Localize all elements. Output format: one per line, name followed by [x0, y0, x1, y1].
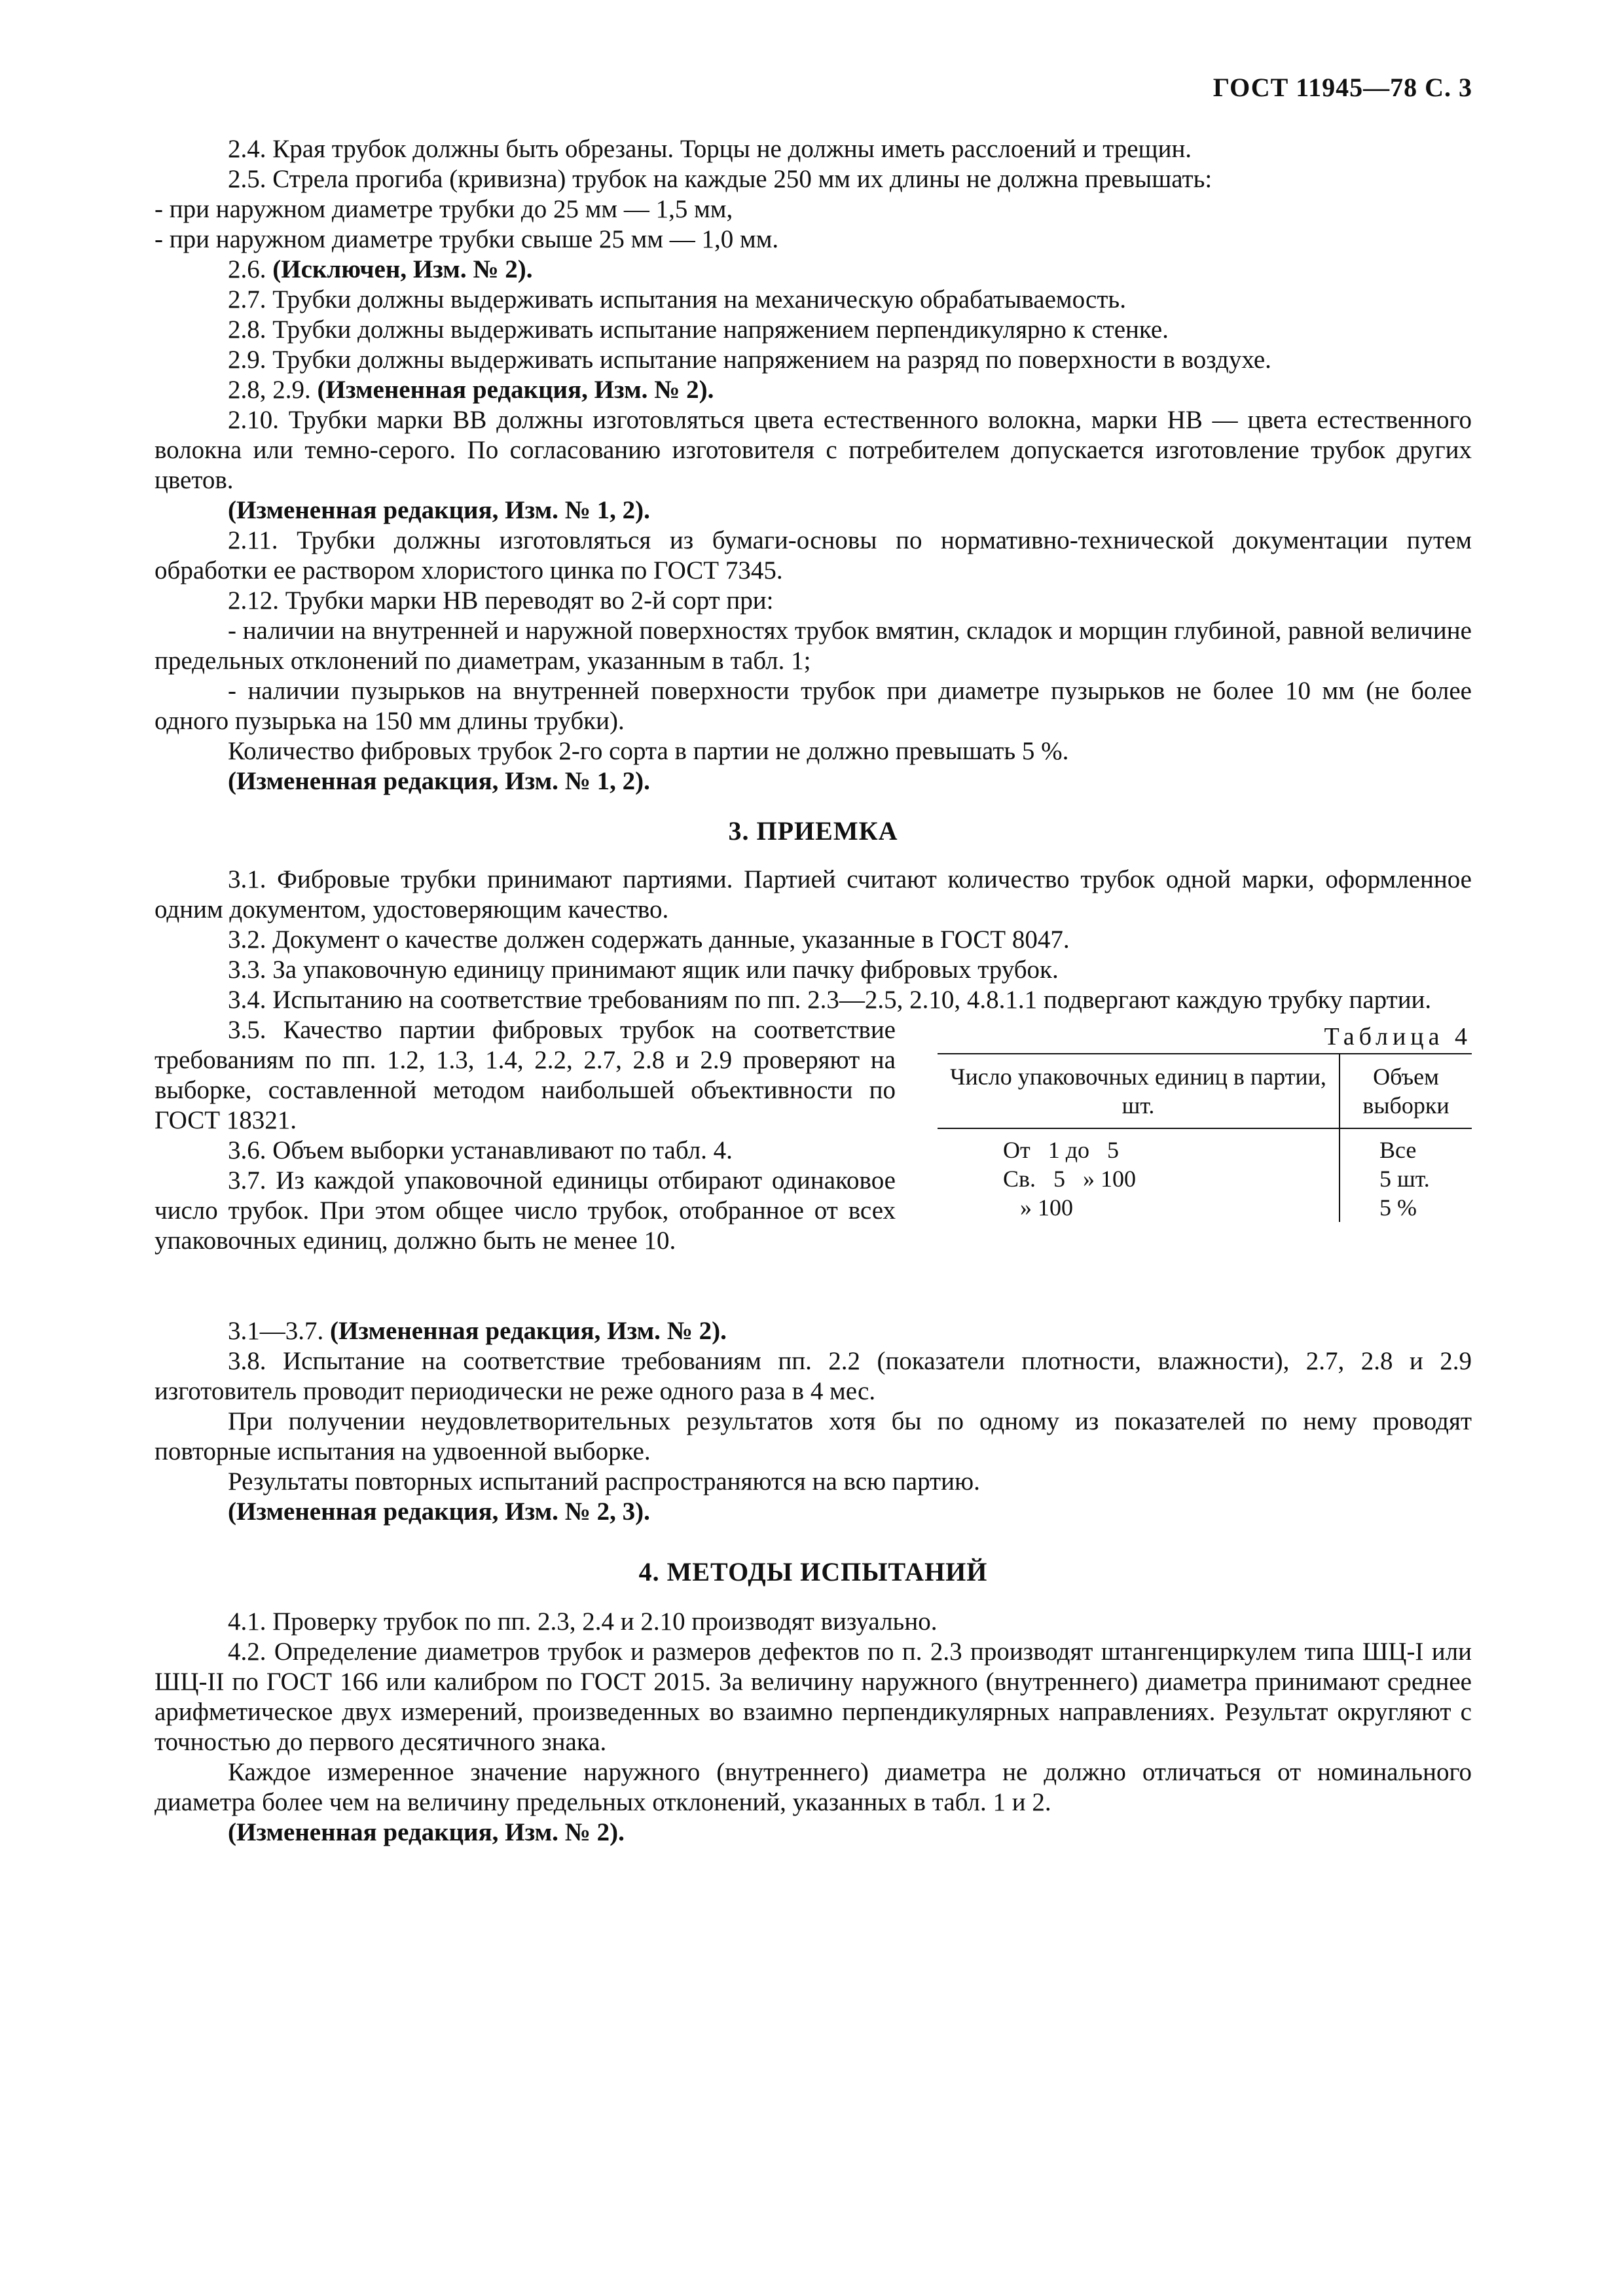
table-caption: Таблица 4 [1324, 1023, 1472, 1050]
para-3-3: 3.3. За упаковочную единицу принимают ящик или пачку фибровых трубок. [228, 956, 1059, 984]
amendment-note: (Измененная редакция, Изм. № 2). [317, 376, 714, 404]
section-2-continued [155, 134, 1472, 1848]
para-2-6: 2.6. (Исключен, Изм. № 2). [228, 255, 533, 283]
amendment-note: (Измененная редакция, Изм. № 2, 3). [228, 1498, 650, 1526]
para-2-12-limit: Количество фибровых трубок 2-го сорта в партии не должно превышать 5 %. [228, 737, 1069, 765]
para-2-8: 2.8. Трубки должны выдерживать испытание напряжением перпендикулярно к стенке. [228, 315, 1169, 344]
para-2-5-item-a: - при наружном диаметре трубки до 25 мм — 1,5 мм, [155, 195, 733, 223]
page-header: ГОСТ 11945—78 С. 3 [1213, 73, 1472, 102]
table-header-row [938, 1054, 1472, 1128]
para-2-11: 2.11. Трубки должны изготовляться из бумаги-основы по нормативно-технической документации путем обработки ее раствором хлористого цинка по ГОСТ 7345. [155, 526, 1472, 584]
para-2-12-item-b: - наличии пузырьков на внутренней поверхности трубок при диаметре пузырьков не более 10 мм (не более одного пузырька на 150 мм длины трубки). [155, 677, 1472, 735]
amendment-note: (Измененная редакция, Изм. № 2). [228, 1818, 625, 1846]
para-4-2: 4.2. Определение диаметров трубок и размеров дефектов по п. 2.3 производят штангенциркулем типа ШЦ-I или ШЦ-II по ГОСТ 166 или калибром по ГОСТ 2015. За величину наружного (внутреннего) диаметра принимают среднее арифметическое двух измерений, произведенных во взаимно перпендикулярных направлениях. Результат округляют с точностью до первого десятичного знака. [155, 1638, 1472, 1756]
table-4-block [938, 1015, 1472, 1222]
table-cell: Св. 5 » 100 [938, 1164, 1340, 1193]
para-2-8-2-9-note: 2.8, 2.9. (Измененная редакция, Изм. № 2). [228, 376, 714, 404]
para-2-5-item-b: - при наружном диаметре трубки свыше 25 мм — 1,0 мм. [155, 225, 779, 253]
amendment-note: (Измененная редакция, Изм. № 1, 2). [228, 496, 650, 524]
left-column [155, 1015, 896, 1256]
para-3-8: 3.8. Испытание на соответствие требованиям пп. 2.2 (показатели плотности, влажности), 2.7, 2.8 и 2.9 изготовитель проводит периодически не реже одного раза в 4 мес. [155, 1347, 1472, 1405]
table-4 [938, 1053, 1472, 1222]
para-3-8-results: Результаты повторных испытаний распространяются на всю партию. [228, 1467, 980, 1496]
amendment-note: (Измененная редакция, Изм. № 2). [330, 1317, 727, 1345]
para-4-2-tolerance: Каждое измеренное значение наружного (внутреннего) диаметра не должно отличаться от номинального диаметра более чем на величину предельных отклонений, указанных в табл. 1 и 2. [155, 1758, 1472, 1816]
para-2-7: 2.7. Трубки должны выдерживать испытания на механическую обрабатываемость. [228, 285, 1126, 314]
para-2-4: 2.4. Края трубок должны быть обрезаны. Торцы не должны иметь расслоений и трещин. [228, 135, 1192, 163]
para-3-4: 3.4. Испытанию на соответствие требованиям по пп. 2.3—2.5, 2.10, 4.8.1.1 подвергают каждую трубку партии. [228, 986, 1432, 1014]
para-3-8-retest: При получении неудовлетворительных результатов хотя бы по одному из показателей по нему проводят повторные испытания на удвоенной выборке. [155, 1407, 1472, 1465]
para-2-12: 2.12. Трубки марки НВ переводят во 2-й сорт при: [228, 586, 774, 615]
para-2-9: 2.9. Трубки должны выдерживать испытание напряжением на разряд по поверхности в воздухе. [228, 346, 1271, 374]
table-row [938, 1164, 1472, 1193]
table-cell: Все [1379, 1137, 1417, 1163]
para-2-5: 2.5. Стрела прогиба (кривизна) трубок на каждые 250 мм их длины не должна превышать: [228, 165, 1213, 193]
para-2-12-item-a: - наличии на внутренней и наружной поверхностях трубок вмятин, складок и морщин глубиной, равной величине предельных отклонений по диаметрам, указанным в табл. 1; [155, 617, 1472, 675]
amendment-note: (Исключен, Изм. № 2). [272, 255, 533, 283]
para-3-1-3-7-note: 3.1—3.7. (Измененная редакция, Изм. № 2). [228, 1317, 727, 1345]
para-3-2: 3.2. Документ о качестве должен содержать данные, указанные в ГОСТ 8047. [228, 925, 1070, 954]
table-row [938, 1193, 1472, 1222]
table-cell: » 100 [938, 1193, 1340, 1222]
table-cell: 5 % [1379, 1194, 1417, 1221]
section-4-title: 4. МЕТОДЫ ИСПЫТАНИЙ [638, 1557, 988, 1587]
section-3-title: 3. ПРИЕМКА [728, 816, 898, 846]
para-3-5-3-7-with-table [155, 1015, 1472, 1316]
amendment-note: (Измененная редакция, Изм. № 1, 2). [228, 767, 650, 795]
table-cell: 5 шт. [1379, 1166, 1430, 1192]
para-3-1: 3.1. Фибровые трубки принимают партиями. Партией считают количество трубок одной марки, оформленное одним документом, удостоверяющим качество. [155, 865, 1472, 924]
table-row [938, 1128, 1472, 1164]
para-2-10: 2.10. Трубки марки ВВ должны изготовляться цвета естественного волокна, марки НВ — цвета естественного волокна или темно-серого. По согласованию изготовителя с потребителем допускается изготовление трубок других цветов. [155, 406, 1472, 494]
para-3-5: 3.5. Качество партии фибровых трубок на соответствие требованиям по пп. 1.2, 1.3, 1.4, 2.2, 2.7, 2.8 и 2.9 проверяют на выборке, составленной методом наибольшей объективности по ГОСТ 18321. [155, 1016, 896, 1134]
para-3-6: 3.6. Объем выборки устанавливают по табл. 4. [228, 1136, 733, 1164]
table-cell: От 1 до 5 [938, 1128, 1340, 1164]
para-3-7: 3.7. Из каждой упаковочной единицы отбирают одинаковое число трубок. При этом общее число трубок, отобранное от всех упаковочных единиц, должно быть не менее 10. [155, 1166, 896, 1255]
table-header-sample: Объем выборки [1362, 1064, 1450, 1119]
table-header-units: Число упаковочных единиц в партии, шт. [938, 1054, 1340, 1128]
para-4-1: 4.1. Проверку трубок по пп. 2.3, 2.4 и 2.10 производят визуально. [228, 1607, 938, 1636]
